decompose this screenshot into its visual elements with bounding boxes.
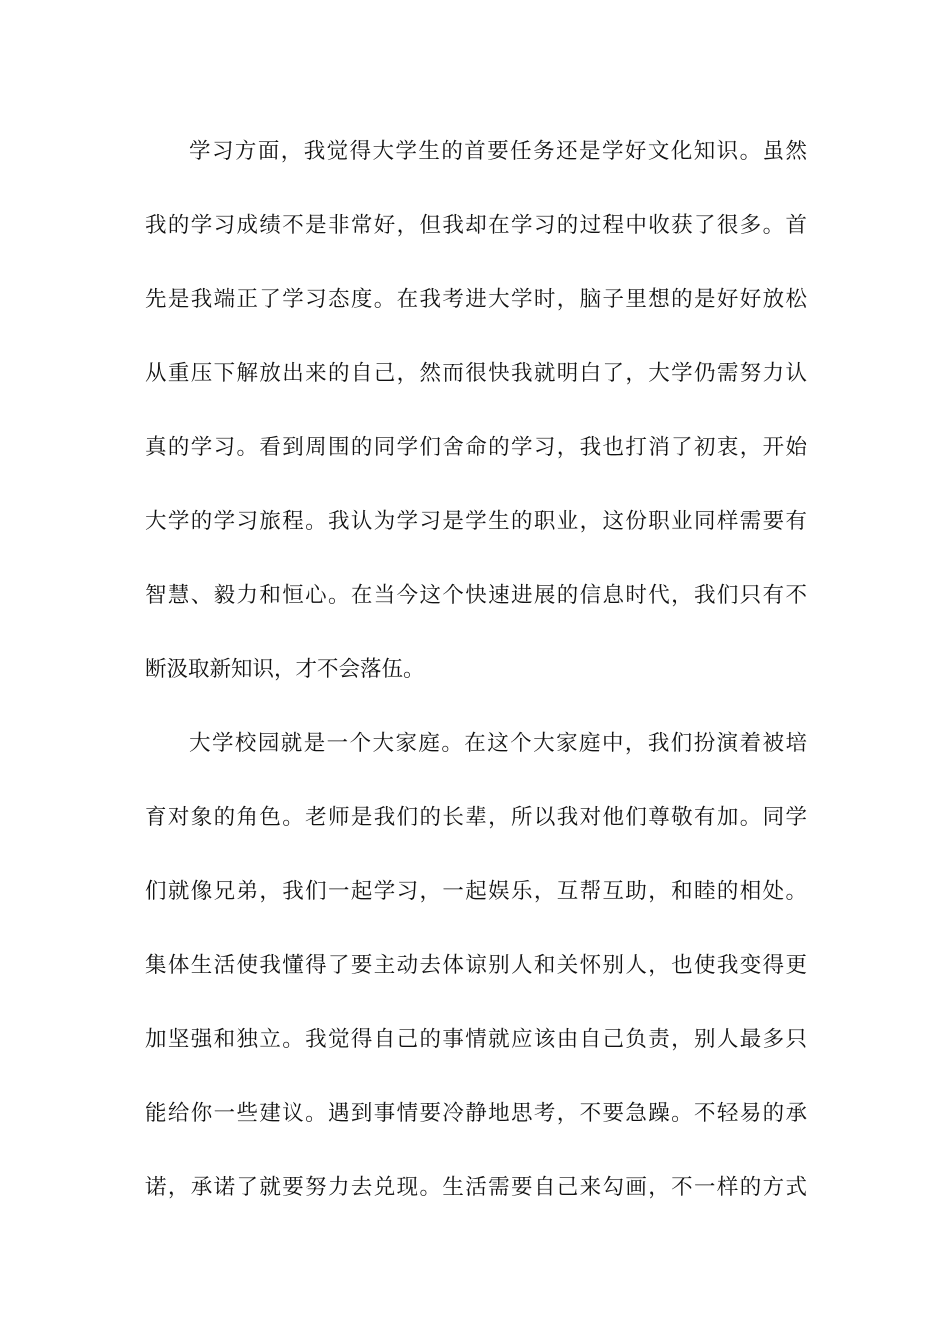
paragraph-campus [145,729,807,1247]
text-line: 大学校园就是一个大家庭。在这个大家庭中，我们扮演着被培 [189,731,807,756]
text-line: 智慧、毅力和恒心。在当今这个快速进展的信息时代，我们只有不 [145,583,807,608]
text-line: 真的学习。看到周围的同学们舍命的学习，我也打消了初衷，开始 [145,435,807,460]
text-line: 学习方面，我觉得大学生的首要任务还是学好文化知识。虽然 [189,139,807,164]
text-line: 育对象的角色。老师是我们的长辈，所以我对他们尊敬有加。同学 [145,805,807,830]
text-line: 我的学习成绩不是非常好，但我却在学习的过程中收获了很多。首 [145,213,807,238]
text-line: 断汲取新知识，才不会落伍。 [145,657,425,682]
text-line: 先是我端正了学习态度。在我考进大学时，脑子里想的是好好放松 [145,287,807,312]
text-line: 大学的学习旅程。我认为学习是学生的职业，这份职业同样需要有 [145,509,807,534]
text-line: 加坚强和独立。我觉得自己的事情就应该由自己负责，别人最多只 [145,1027,807,1052]
text-line: 诺，承诺了就要努力去兑现。生活需要自己来勾画，不一样的方式 [145,1175,807,1200]
text-line: 能给你一些建议。遇到事情要冷静地思考，不要急躁。不轻易的承 [145,1101,807,1126]
text-line: 从重压下解放出来的自己，然而很快我就明白了，大学仍需努力认 [145,361,807,386]
text-line: 们就像兄弟，我们一起学习，一起娱乐，互帮互助，和睦的相处。 [145,879,807,904]
paragraph-study [145,137,807,729]
text-line: 集体生活使我懂得了要主动去体谅别人和关怀别人，也使我变得更 [145,953,807,978]
